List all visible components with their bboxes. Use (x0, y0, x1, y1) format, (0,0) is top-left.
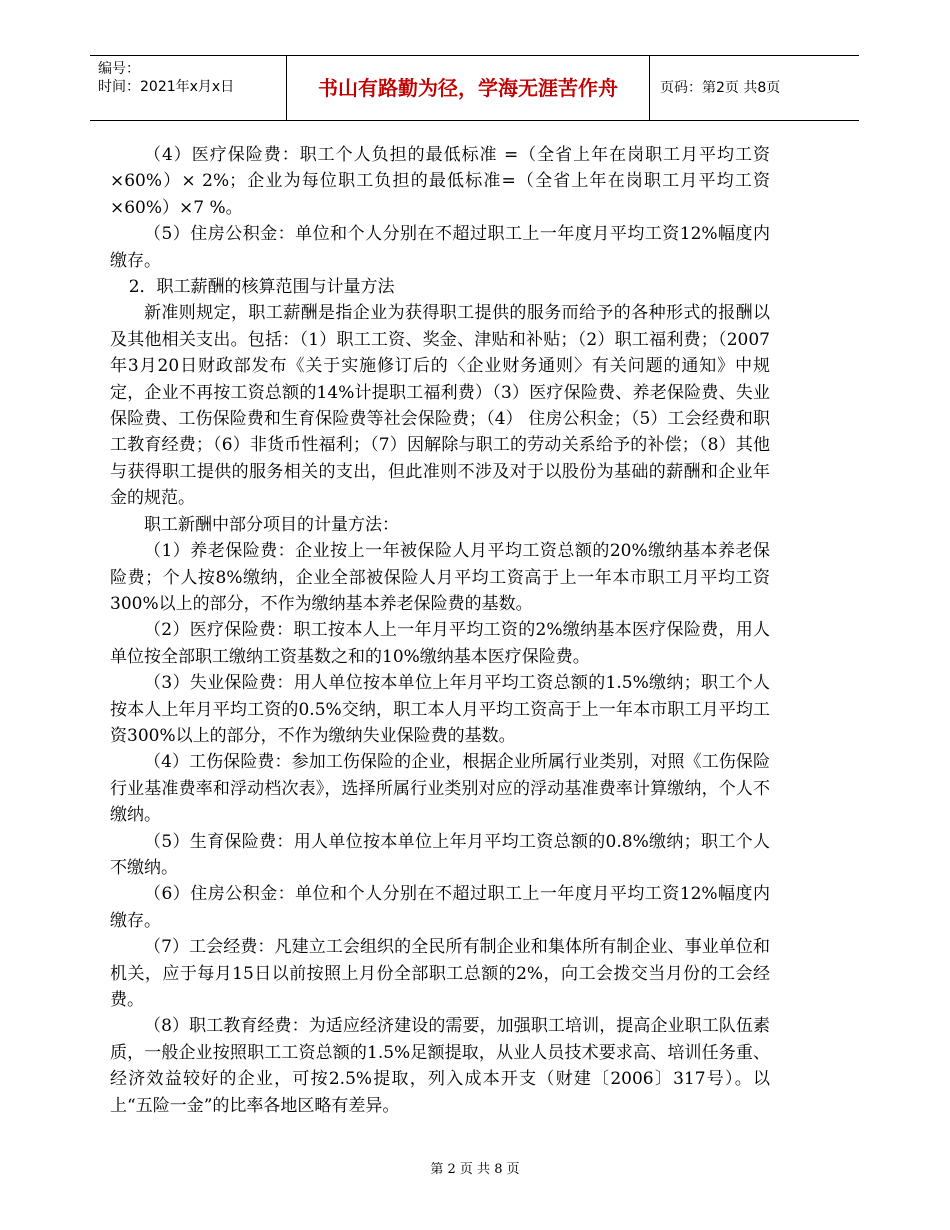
document-body (110, 142, 770, 1119)
paragraph-pension: （1）养老保险费：企业按上一年被保险人月平均工资总额的20%缴纳基本养老保险费；个人按8%缴纳，企业全部被保险人月平均工资高于上一年本市职工月平均工资300%以上的部分，不作为缴纳基本养老保险费的基数。 (110, 541, 770, 614)
paragraph-new-standard: 新准则规定，职工薪酬是指企业为获得职工提供的服务而给予的各种形式的报酬以及其他相关支出。包括：（1）职工工资、奖金、津贴和补贴；（2）职工福利费；（2007年3月20日财政部发布《关于实施修订后的〈企业财务通则〉有关问题的通知》中规定，企业不再按工资总额的14%计提职工福利费）（3）医疗保险费、养老保险费、失业保险费、工伤保险费和生育保险费等社会保险费；（4） 住房公积金；（5）工会经费和职工教育经费；（6）非货币性福利；（7）因解除与职工的劳动关系给予的补偿；（8）其他与获得职工提供的服务相关的支出，但此准则不涉及对于以股份为基础的薪酬和企业年金的规范。 (110, 303, 770, 509)
paragraph-work-injury: （4）工伤保险费：参加工伤保险的企业，根据企业所属行业类别，对照《工伤保险行业基准费率和浮动档次表》，选择所属行业类别对应的浮动基准费率计算缴纳，个人不缴纳。 (110, 752, 770, 826)
page-footer (0, 1158, 950, 1177)
section-heading-salary-scope: 2．职工薪酬的核算范围与计量方法 (128, 277, 395, 298)
paragraph-housing-fund-intro: （5）住房公积金：单位和个人分别在不超过职工上一年度月平均工资12%幅度内缴存。 (110, 224, 770, 271)
paragraph-medical-insurance-min: （4）医疗保险费：职工个人负担的最低标准 =（全省上年在岗职工月平均工资×60%）× 2%；企业为每位职工负担的最低标准=（全省上年在岗职工月平均工资×60%）×7 %。 (110, 145, 770, 218)
page-header (90, 55, 859, 121)
paragraph-union-fee: （7）工会经费：凡建立工会组织的全民所有制企业和集体所有制企业、事业单位和机关，应于每月15日以前按照上月份全部职工总额的2%，向工会拨交当月份的工会经费。 (110, 937, 770, 1010)
header-page-info: 页码：第2页 共8页 (660, 80, 781, 96)
document-time-label: 时间：2021年x月x日 (98, 79, 235, 95)
paragraph-housing-fund: （6）住房公积金：单位和个人分别在不超过职工上一年度月平均工资12%幅度内缴存。 (110, 884, 770, 931)
paragraph-unemployment: （3）失业保险费：用人单位按本单位上年月平均工资总额的1.5%缴纳；职工个人按本人上年月平均工资的0.5%交纳，职工本人月平均工资高于上一年本市职工月平均工资300%以上的部分，不作为缴纳失业保险费的基数。 (110, 673, 770, 746)
header-meta (90, 56, 286, 120)
header-motto: 书山有路勤为径，学海无涯苦作舟 (286, 56, 650, 120)
document-number-label: 编号： (98, 61, 140, 77)
paragraph-maternity: （5）生育保险费：用人单位按本单位上年月平均工资总额的0.8%缴纳；职工个人不缴纳。 (110, 831, 770, 878)
paragraph-medical: （2）医疗保险费：职工按本人上一年月平均工资的2%缴纳基本医疗保险费，用人单位按全部职工缴纳工资基数之和的10%缴纳基本医疗保险费。 (110, 620, 770, 667)
footer-page-number: 第 2 页 共 8 页 (430, 1162, 520, 1177)
paragraph-education-fee: （8）职工教育经费：为适应经济建设的需要，加强职工培训，提高企业职工队伍素质，一般企业按照职工工资总额的1.5%足额提取，从业人员技术要求高、培训任务重、经济效益较好的企业，可按2.5%提取，列入成本开支（财建〔2006〕317号）。以上“五险一金”的比率各地区略有差异。 (110, 1016, 770, 1116)
paragraph-measurement-intro: 职工新酬中部分项目的计量方法： (144, 514, 399, 535)
